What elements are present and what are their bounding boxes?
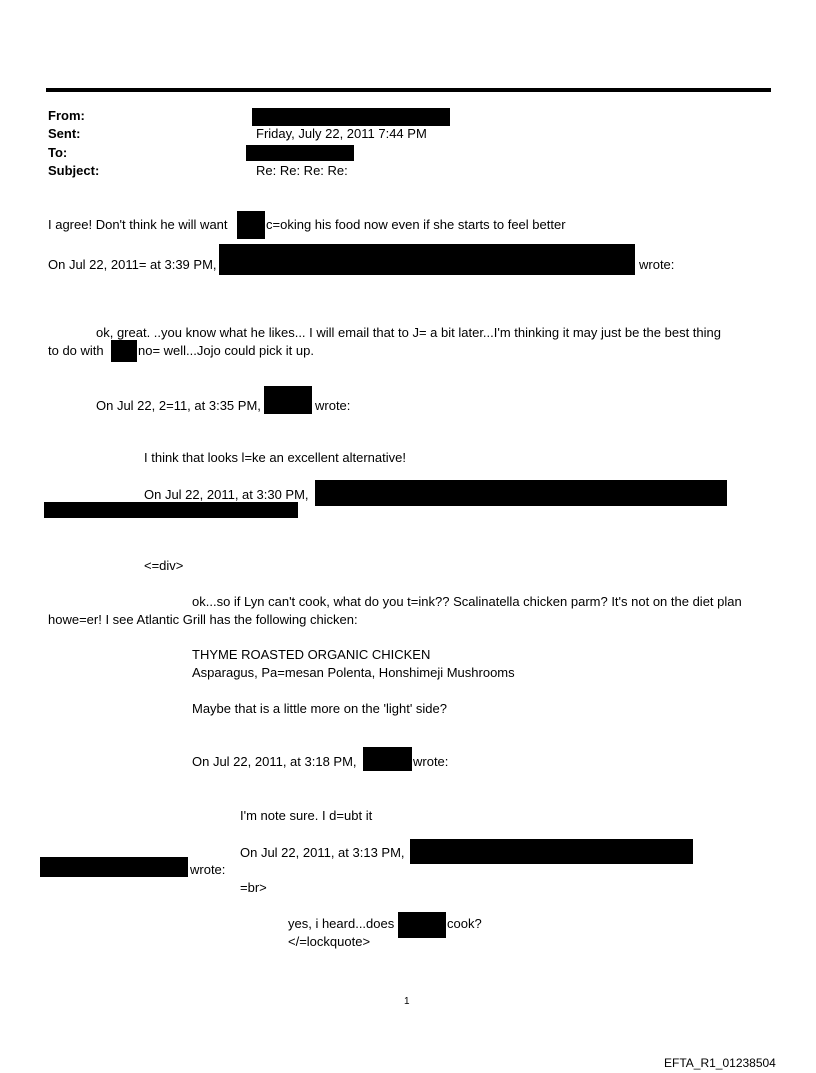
body-line-19b: cook? (447, 916, 482, 931)
document-id: EFTA_R1_01238504 (664, 1056, 776, 1070)
body-line-6: I think that looks l=ke an excellent alternative! (144, 450, 406, 465)
redaction-to (246, 145, 354, 161)
body-line-2a: On Jul 22, 2011= at 3:39 PM, (48, 257, 217, 272)
body-line-11: THYME ROASTED ORGANIC CHICKEN (192, 647, 431, 662)
sent-label: Sent: (48, 126, 81, 141)
body-line-20: </=lockquote> (288, 934, 371, 949)
redaction-7 (363, 747, 412, 771)
body-line-14b: wrote: (413, 754, 449, 769)
body-line-1b: c=oking his food now even if she starts to feel better (266, 217, 566, 232)
redaction-1 (237, 211, 265, 239)
body-line-16: On Jul 22, 2011, at 3:13 PM, (240, 845, 405, 860)
body-line-5a: On Jul 22, 2=11, at 3:35 PM, (96, 398, 261, 413)
redaction-5 (315, 480, 727, 506)
body-line-5b: wrote: (315, 398, 351, 413)
sent-value: Friday, July 22, 2011 7:44 PM (256, 126, 427, 141)
subject-label: Subject: (48, 163, 100, 178)
body-line-10: howe=er! I see Atlantic Grill has the following chicken: (48, 612, 358, 627)
body-line-4a: to do with (48, 343, 104, 358)
from-label: From: (48, 108, 85, 123)
redaction-6 (44, 502, 298, 518)
redaction-9 (40, 857, 188, 877)
to-label: To: (48, 145, 68, 160)
redaction-2 (219, 244, 635, 275)
redaction-8 (410, 839, 693, 864)
body-line-18: =br> (240, 880, 267, 895)
redaction-10 (398, 912, 446, 938)
body-line-8: <=div> (144, 558, 184, 573)
page-number: 1 (404, 996, 410, 1007)
redaction-3 (111, 340, 137, 362)
body-line-19a: yes, i heard...does (288, 916, 395, 931)
header-rule (46, 88, 771, 92)
body-line-15: I'm note sure. I d=ubt it (240, 808, 373, 823)
body-line-12: Asparagus, Pa=mesan Polenta, Honshimeji Mushrooms (192, 665, 515, 680)
body-line-7: On Jul 22, 2011, at 3:30 PM, (144, 487, 309, 502)
body-line-2b: wrote: (639, 257, 675, 272)
body-line-17: wrote: (190, 862, 226, 877)
body-line-13: Maybe that is a little more on the 'light' side? (192, 701, 447, 716)
body-line-3: ok, great. ..you know what he likes... I will email that to J= a bit later...I'm thinking it may just be the best thing (96, 325, 721, 340)
body-line-1a: I agree! Don't think he will want (48, 217, 228, 232)
body-line-4b: no= well...Jojo could pick it up. (138, 343, 314, 358)
redaction-4 (264, 386, 312, 414)
redaction-from (252, 108, 450, 126)
subject-value: Re: Re: Re: Re: (256, 163, 348, 178)
body-line-14a: On Jul 22, 2011, at 3:18 PM, (192, 754, 357, 769)
body-line-9: ok...so if Lyn can't cook, what do you t=ink?? Scalinatella chicken parm? It's not on the diet plan (192, 594, 742, 609)
